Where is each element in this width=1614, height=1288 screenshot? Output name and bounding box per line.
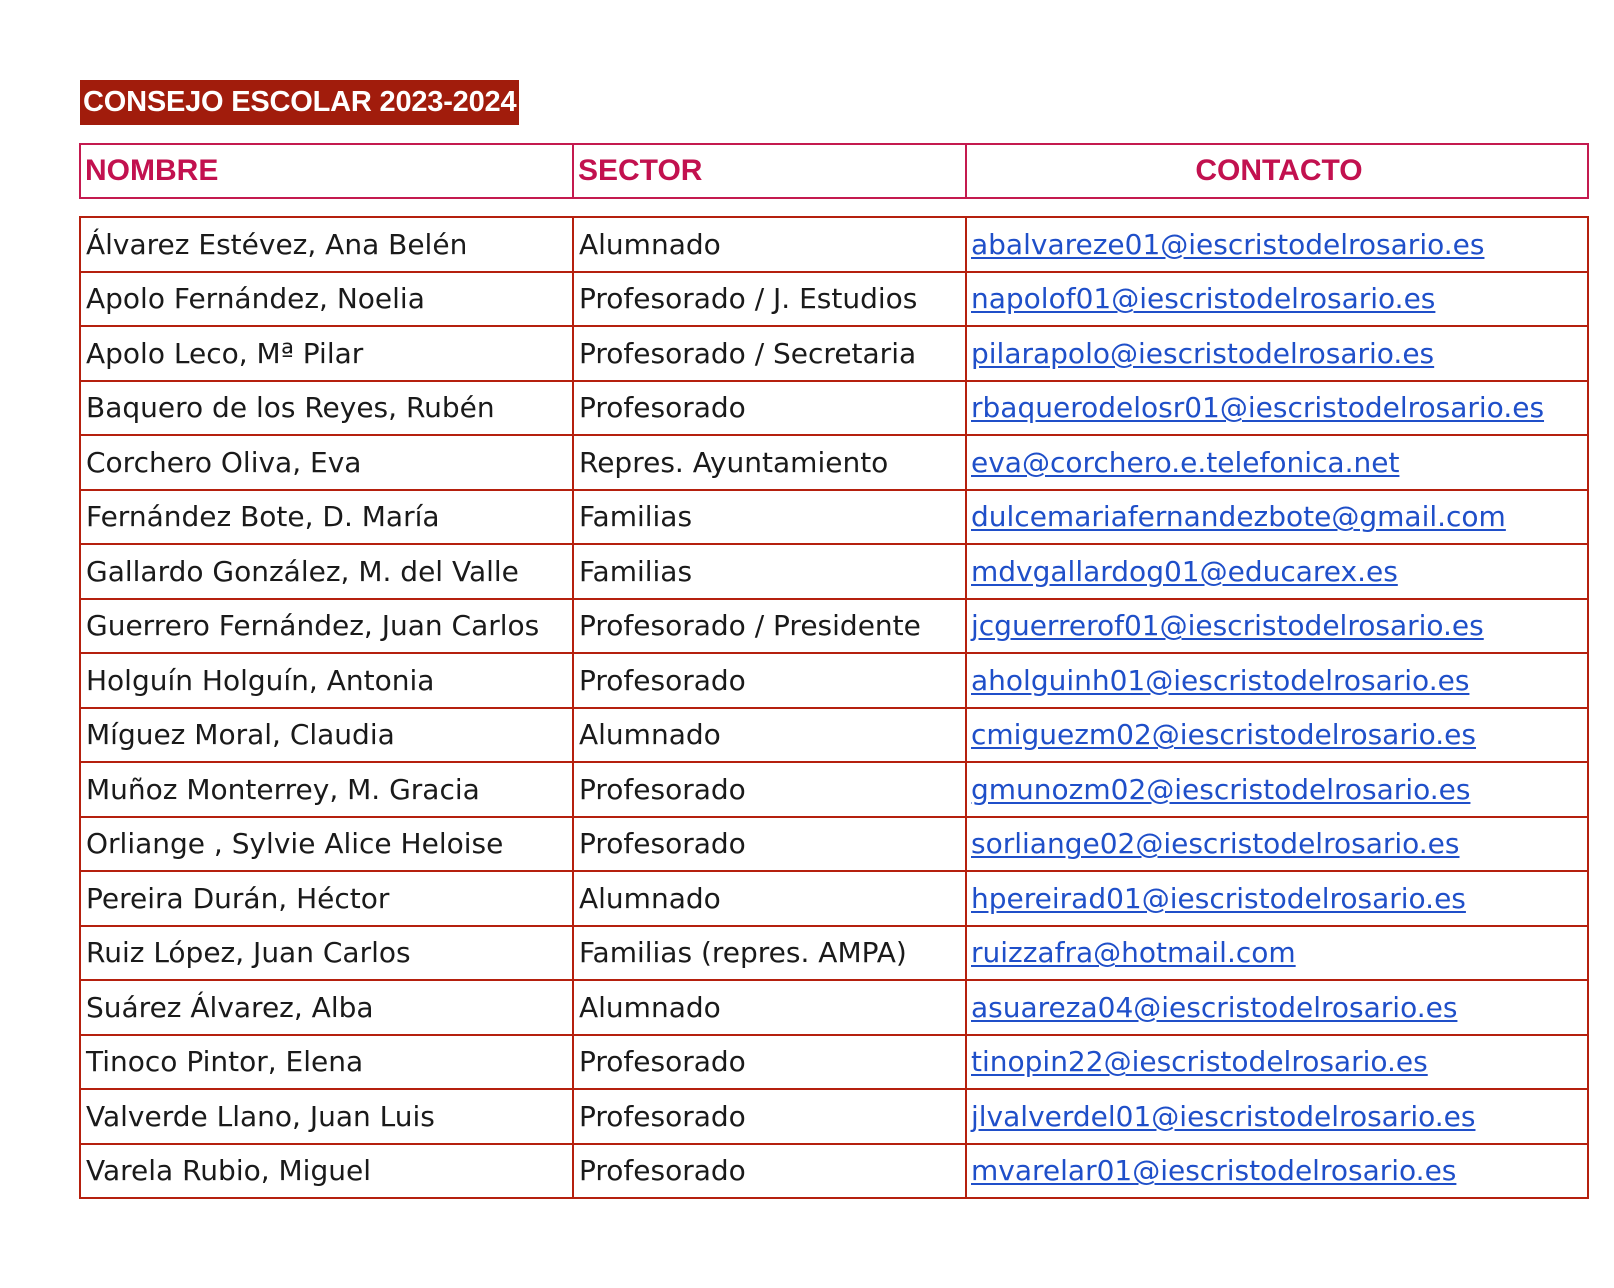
- cell-nombre: Guerrero Fernández, Juan Carlos: [80, 599, 573, 654]
- table-row: [80, 435, 1588, 490]
- cell-sector: Profesorado: [573, 1144, 966, 1199]
- table-row: [80, 980, 1588, 1035]
- cell-sector: Alumnado: [573, 217, 966, 272]
- header-nombre: NOMBRE: [80, 144, 573, 198]
- email-link[interactable]: sorliange02@iescristodelrosario.es: [971, 827, 1460, 861]
- header-contacto: CONTACTO: [966, 144, 1588, 198]
- cell-sector: Alumnado: [573, 980, 966, 1035]
- cell-nombre: Tinoco Pintor, Elena: [80, 1035, 573, 1090]
- cell-contacto: [966, 1035, 1588, 1090]
- table-row: [80, 217, 1588, 272]
- cell-sector: Profesorado: [573, 762, 966, 817]
- cell-sector: Alumnado: [573, 708, 966, 763]
- cell-contacto: [966, 653, 1588, 708]
- table-row: [80, 762, 1588, 817]
- cell-sector: Familias: [573, 544, 966, 599]
- cell-contacto: [966, 1089, 1588, 1144]
- cell-contacto: [966, 599, 1588, 654]
- email-link[interactable]: jcguerrerof01@iescristodelrosario.es: [971, 609, 1484, 643]
- cell-sector: Profesorado / Secretaria: [573, 326, 966, 381]
- cell-sector: Familias: [573, 490, 966, 545]
- email-link[interactable]: napolof01@iescristodelrosario.es: [971, 282, 1436, 316]
- table-row: [80, 272, 1588, 327]
- table-row: [80, 544, 1588, 599]
- cell-sector: Profesorado: [573, 817, 966, 872]
- cell-nombre: Míguez Moral, Claudia: [80, 708, 573, 763]
- cell-sector: Profesorado: [573, 1035, 966, 1090]
- cell-nombre: Ruiz López, Juan Carlos: [80, 926, 573, 981]
- cell-sector: Familias (repres. AMPA): [573, 926, 966, 981]
- cell-nombre: Álvarez Estévez, Ana Belén: [80, 217, 573, 272]
- table-row: [80, 817, 1588, 872]
- table-row: [80, 381, 1588, 436]
- cell-contacto: [966, 980, 1588, 1035]
- cell-contacto: [966, 435, 1588, 490]
- email-link[interactable]: mvarelar01@iescristodelrosario.es: [971, 1154, 1457, 1188]
- email-link[interactable]: eva@corchero.e.telefonica.net: [971, 445, 1400, 479]
- cell-contacto: [966, 381, 1588, 436]
- email-link[interactable]: aholguinh01@iescristodelrosario.es: [971, 663, 1470, 697]
- cell-sector: Profesorado: [573, 381, 966, 436]
- cell-nombre: Apolo Leco, Mª Pilar: [80, 326, 573, 381]
- cell-nombre: Fernández Bote, D. María: [80, 490, 573, 545]
- cell-contacto: [966, 272, 1588, 327]
- cell-contacto: [966, 762, 1588, 817]
- cell-nombre: Muñoz Monterrey, M. Gracia: [80, 762, 573, 817]
- cell-sector: Alumnado: [573, 871, 966, 926]
- page-title: CONSEJO ESCOLAR 2023-2024: [80, 80, 519, 125]
- cell-contacto: [966, 326, 1588, 381]
- cell-sector: Profesorado / J. Estudios: [573, 272, 966, 327]
- header-sector: SECTOR: [573, 144, 966, 198]
- table-header: [79, 143, 1589, 199]
- cell-nombre: Pereira Durán, Héctor: [80, 871, 573, 926]
- cell-contacto: [966, 871, 1588, 926]
- table-row: [80, 871, 1588, 926]
- table-row: [80, 326, 1588, 381]
- header-row: [80, 144, 1588, 198]
- table-row: [80, 653, 1588, 708]
- cell-contacto: [966, 490, 1588, 545]
- email-link[interactable]: pilarapolo@iescristodelrosario.es: [971, 336, 1435, 370]
- email-link[interactable]: tinopin22@iescristodelrosario.es: [971, 1045, 1428, 1079]
- table-row: [80, 599, 1588, 654]
- cell-nombre: Orliange , Sylvie Alice Heloise: [80, 817, 573, 872]
- cell-contacto: [966, 1144, 1588, 1199]
- table-row: [80, 1035, 1588, 1090]
- cell-sector: Profesorado: [573, 653, 966, 708]
- cell-sector: Profesorado: [573, 1089, 966, 1144]
- cell-contacto: [966, 926, 1588, 981]
- table-row: [80, 1089, 1588, 1144]
- email-link[interactable]: asuareza04@iescristodelrosario.es: [971, 990, 1458, 1024]
- email-link[interactable]: hpereirad01@iescristodelrosario.es: [971, 881, 1466, 915]
- cell-nombre: Gallardo González, M. del Valle: [80, 544, 573, 599]
- cell-contacto: [966, 544, 1588, 599]
- cell-nombre: Baquero de los Reyes, Rubén: [80, 381, 573, 436]
- cell-contacto: [966, 708, 1588, 763]
- cell-nombre: Corchero Oliva, Eva: [80, 435, 573, 490]
- cell-sector: Profesorado / Presidente: [573, 599, 966, 654]
- table-row: [80, 708, 1588, 763]
- email-link[interactable]: jlvalverdel01@iescristodelrosario.es: [971, 1099, 1476, 1133]
- cell-contacto: [966, 817, 1588, 872]
- email-link[interactable]: dulcemariafernandezbote@gmail.com: [971, 500, 1506, 534]
- table-row: [80, 490, 1588, 545]
- cell-nombre: Valverde Llano, Juan Luis: [80, 1089, 573, 1144]
- email-link[interactable]: cmiguezm02@iescristodelrosario.es: [971, 718, 1476, 752]
- email-link[interactable]: rbaquerodelosr01@iescristodelrosario.es: [971, 391, 1545, 425]
- cell-nombre: Varela Rubio, Miguel: [80, 1144, 573, 1199]
- cell-nombre: Holguín Holguín, Antonia: [80, 653, 573, 708]
- email-link[interactable]: gmunozm02@iescristodelrosario.es: [971, 772, 1471, 806]
- cell-sector: Repres. Ayuntamiento: [573, 435, 966, 490]
- email-link[interactable]: ruizzafra@hotmail.com: [971, 936, 1296, 970]
- members-table: [79, 216, 1589, 1199]
- email-link[interactable]: abalvareze01@iescristodelrosario.es: [971, 227, 1485, 261]
- cell-nombre: Apolo Fernández, Noelia: [80, 272, 573, 327]
- table-row: [80, 926, 1588, 981]
- table-row: [80, 1144, 1588, 1199]
- email-link[interactable]: mdvgallardog01@educarex.es: [971, 554, 1398, 588]
- cell-nombre: Suárez Álvarez, Alba: [80, 980, 573, 1035]
- cell-contacto: [966, 217, 1588, 272]
